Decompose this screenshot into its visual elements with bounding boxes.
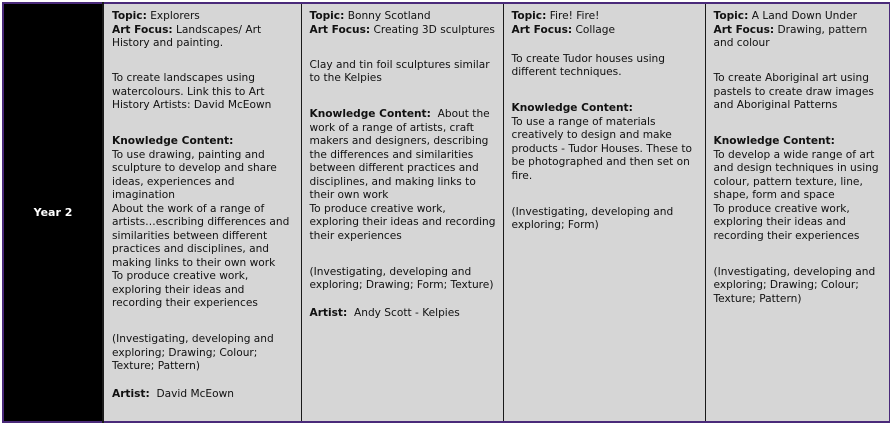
knowledge-item: To produce creative work, exploring their ideas and recording their experiences <box>713 202 860 242</box>
knowledge-item: To develop a wide range of art and design techniques in using colour, pattern texture, line, shape, form and space <box>713 148 879 201</box>
knowledge-label: Knowledge Content: <box>112 135 234 147</box>
objective-text: To create Aboriginal art using pastels to create draw images and Aboriginal Patterns <box>713 72 874 111</box>
topic-label: Topic: <box>309 10 345 22</box>
knowledge-label: Knowledge Content: <box>713 135 835 147</box>
knowledge-item: To produce creative work, exploring their ideas and recording their experiences <box>309 202 496 242</box>
year-label-cell <box>3 3 103 422</box>
year-2-row <box>3 3 890 422</box>
art-focus-value: Collage <box>575 23 615 36</box>
skills-text: (Investigating, developing and exploring; Drawing; Form; Texture) <box>309 265 494 291</box>
art-focus-label: Art Focus: <box>309 23 371 36</box>
term-cell-bonny-scotland <box>301 3 503 422</box>
year-label: Year 2 <box>33 205 73 219</box>
art-focus-label: Art Focus: <box>713 23 775 36</box>
artist-line <box>112 388 295 402</box>
topic-line <box>112 10 295 24</box>
topic-line <box>310 10 497 24</box>
topic-line <box>512 10 699 24</box>
term-cell-a-land-down-under <box>705 3 890 422</box>
knowledge-item: To use a range of materials creatively to design and make products - Tudor Houses. These to be photographed and then set on fire. <box>511 115 693 182</box>
topic-label: Topic: <box>713 10 749 22</box>
topic-value: Bonny Scotland <box>347 10 431 22</box>
art-focus-label: Art Focus: <box>112 23 173 36</box>
knowledge-label: Knowledge Content: <box>309 108 431 120</box>
art-curriculum-table <box>2 2 890 423</box>
topic-value: A Land Down Under <box>751 10 857 22</box>
knowledge-item: To use drawing, painting and sculpture to develop and share ideas, experiences and imagination <box>112 148 277 201</box>
art-focus-line <box>310 24 497 38</box>
topic-line <box>714 10 884 24</box>
objective-text: To create Tudor houses using different techniques. <box>511 52 665 78</box>
knowledge-line <box>310 108 497 203</box>
art-focus-value: Drawing, pattern and colour <box>713 23 868 49</box>
topic-value: Explorers <box>150 10 200 22</box>
skills-text: (Investigating, developing and exploring; Drawing; Colour; Texture; Pattern) <box>112 333 274 372</box>
topic-value: Fire! Fire! <box>549 10 600 22</box>
knowledge-item: About the work of a range of artists, craft makers and designers, describing the differences and similarities between different practices and disciplines, and making links to their own work <box>309 108 490 201</box>
skills-text: (Investigating, developing and exploring; Drawing; Colour; Texture; Pattern) <box>713 265 876 305</box>
artist-label: Artist: <box>309 306 348 319</box>
term-cell-fire-fire <box>503 3 705 422</box>
art-focus-line <box>714 24 884 51</box>
knowledge-item: About the work of a range of artists…escribing differences and similarities between different practices and disciplines, and making links to their own work <box>112 202 290 269</box>
skills-text: (Investigating, developing and exploring; Form) <box>511 205 674 231</box>
art-focus-value: Creating 3D sculptures <box>373 23 495 36</box>
artist-value: Andy Scott - Kelpies <box>353 306 460 319</box>
artist-line <box>310 307 497 321</box>
art-focus-value: Landscapes/ Art History and painting. <box>112 23 262 49</box>
objective-text: To create landscapes using watercolours. Link this to Art History Artists: David McEown <box>112 72 272 111</box>
art-focus-label: Art Focus: <box>511 23 573 36</box>
topic-label: Topic: <box>112 10 147 22</box>
artist-value: David McEown <box>156 387 234 400</box>
term-cell-explorers <box>103 3 301 422</box>
topic-label: Topic: <box>511 10 547 22</box>
objective-text: Clay and tin foil sculptures similar to the Kelpies <box>309 58 490 84</box>
artist-label: Artist: <box>112 387 150 400</box>
knowledge-item: To produce creative work, exploring their ideas and recording their experiences <box>112 270 258 309</box>
art-focus-line <box>512 24 699 38</box>
art-focus-line <box>112 24 295 51</box>
knowledge-label: Knowledge Content: <box>511 102 633 114</box>
